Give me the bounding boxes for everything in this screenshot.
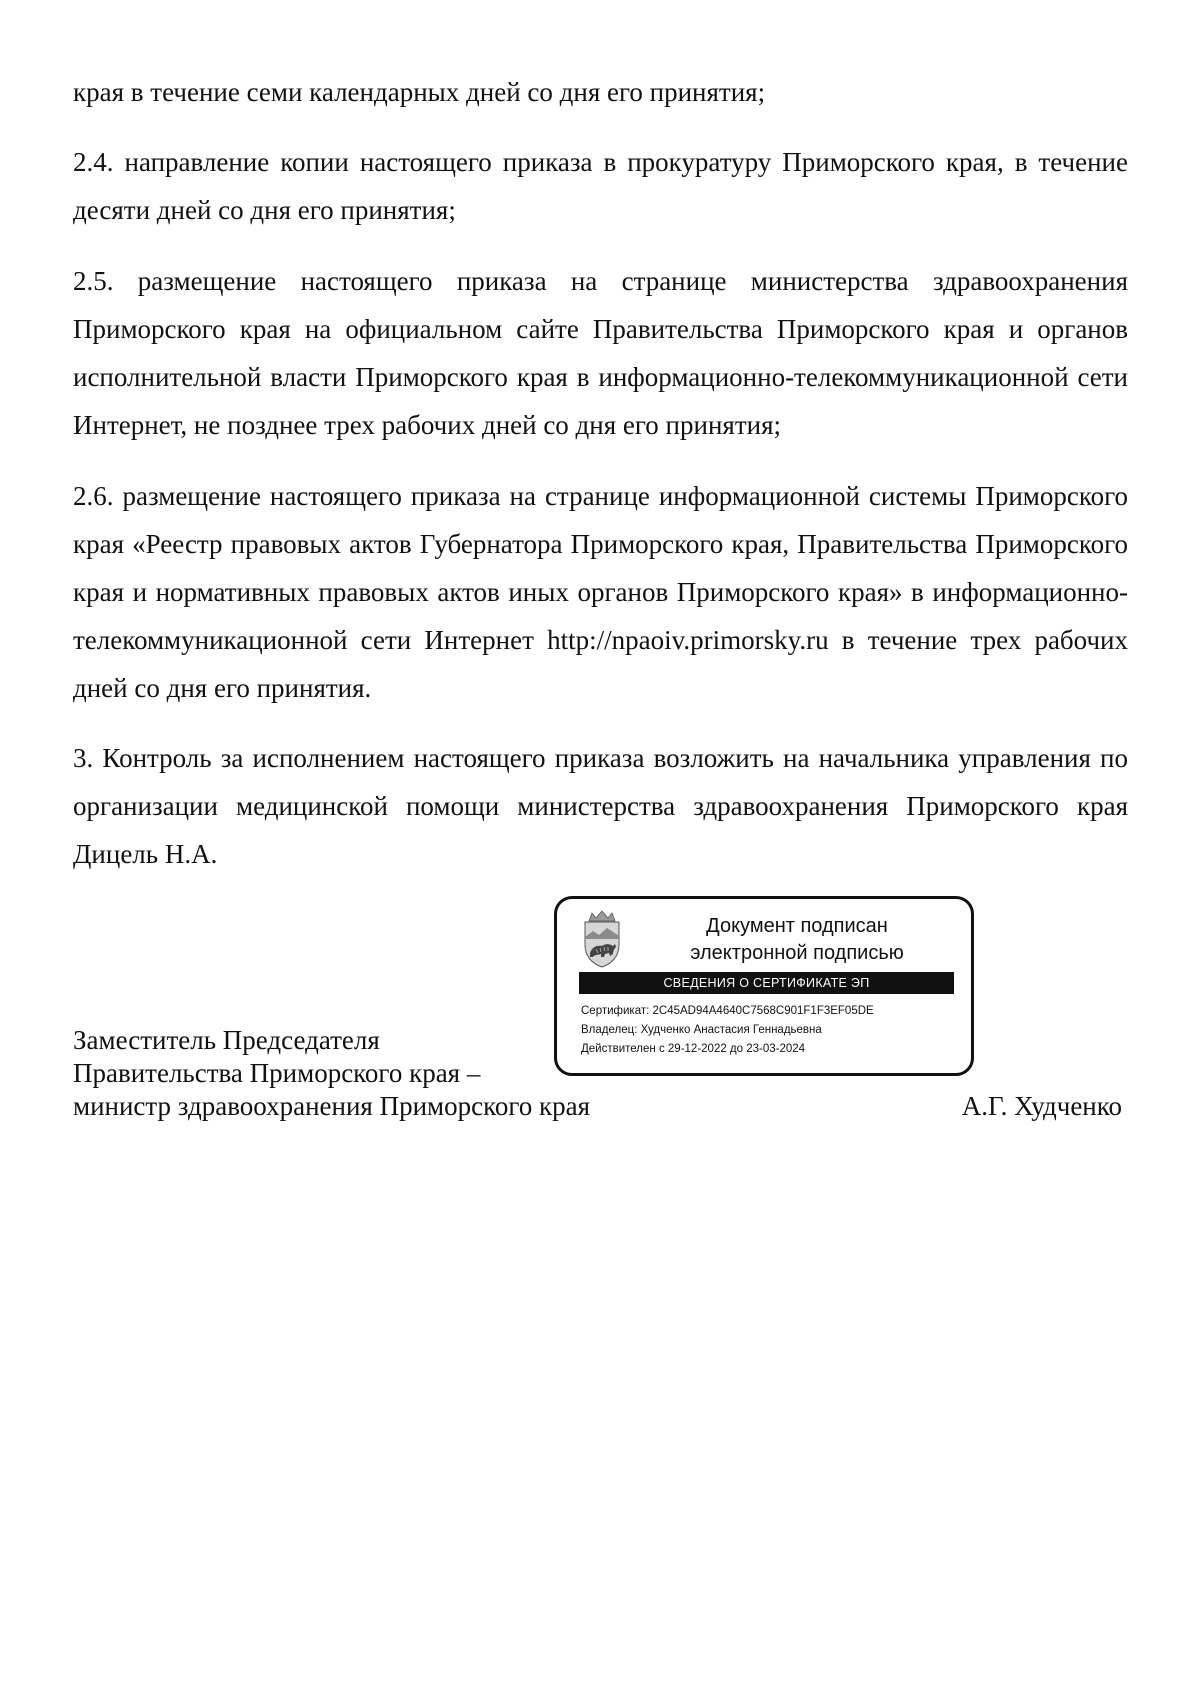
signatory-position-line-1: Заместитель Председателя bbox=[73, 1025, 380, 1055]
certificate-details bbox=[581, 1002, 874, 1059]
signatory-position bbox=[73, 1024, 590, 1123]
certificate-validity: Действителен с 29-12-2022 до 23-03-2024 bbox=[581, 1043, 806, 1055]
certificate-owner: Владелец: Худченко Анастасия Геннадьевна bbox=[581, 1024, 822, 1036]
paragraph-2-6: 2.6. размещение настоящего приказа на странице информационной системы Приморского края «Реестр правовых актов Губернатора Приморского края, Правительства Приморского края и нормативных правовых актов иных органов Приморского края» в информационно-телекоммуникационной сети Интернет http://npaoiv.primorsky.ru в течение трех рабочих дней со дня его принятия. bbox=[73, 481, 1128, 703]
paragraph-3: 3. Контроль за исполнением настоящего приказа возложить на начальника управления по организации медицинской помощи министерства здравоохранения Приморского края Дицель Н.А. bbox=[73, 743, 1128, 869]
stamp-title bbox=[647, 913, 947, 967]
certificate-info-bar: СВЕДЕНИЯ О СЕРТИФИКАТЕ ЭП bbox=[579, 972, 954, 994]
electronic-signature-stamp bbox=[554, 896, 974, 1076]
paragraph-2-4: 2.4. направление копии настоящего приказа в прокуратуру Приморского края, в течение десяти дней со дня его принятия; bbox=[73, 147, 1128, 225]
signatory-position-line-2: Правительства Приморского края – bbox=[73, 1058, 481, 1088]
paragraph-2-3-continuation: края в течение семи календарных дней со дня его принятия; bbox=[73, 77, 766, 107]
paragraph-2-5: 2.5. размещение настоящего приказа на странице министерства здравоохранения Приморского края на официальном сайте Правительства Приморского края и органов исполнительной власти Приморского края в информационно-телекоммуникационной сети Интернет, не позднее трех рабочих дней со дня его принятия; bbox=[73, 266, 1128, 440]
certificate-number: Сертификат: 2C45AD94A4640C7568C901F1F3EF05DE bbox=[581, 1005, 874, 1017]
signatory-name: А.Г. Худченко bbox=[961, 1091, 1122, 1121]
stamp-title-line-1: Документ подписан bbox=[706, 915, 888, 937]
primorsky-coat-of-arms-icon bbox=[577, 909, 627, 969]
signatory-position-line-3: министр здравоохранения Приморского края bbox=[73, 1091, 591, 1121]
stamp-title-line-2: электронной подписью bbox=[690, 942, 904, 964]
